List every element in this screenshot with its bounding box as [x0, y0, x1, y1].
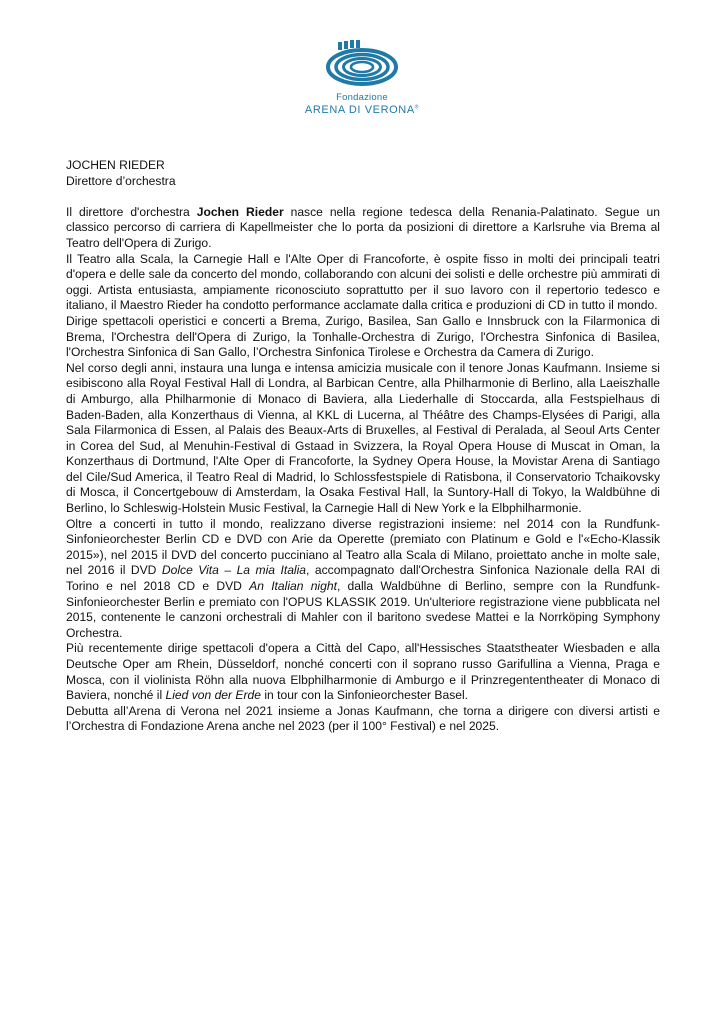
paragraph-3: Dirige spettacoli operistici e concerti a Brema, Zurigo, Basilea, San Gallo e Innsbruck con la Filarmonica di Brema, l'Orchestra dell'Opera di Zurigo, la Tonhalle-Orchestra di Zurigo, l'Orchestra Sinfonica di Basilea, l'Orchestra Sinfonica di San Gallo, l’Orchestra Sinfonica Tirolese e Orchestra da Camera di Zurigo. — [66, 313, 660, 360]
org-line2 — [0, 104, 724, 116]
document-body — [66, 158, 660, 735]
arena-rings-logo-icon — [324, 40, 400, 88]
paragraph-2: Il Teatro alla Scala, la Carnegie Hall e l'Alte Oper di Francoforte, è ospite fisso in molti dei principali teatri d'opera e delle sale da concerto del mondo, collaborando con alcuni dei solisti e delle orchestre più ammirati di oggi. Artista entusiasta, ampiamente riconosciuto soprattutto per il suo lavoro con il repertorio tedesco e italiano, il Maestro Rieder ha condotto performance acclamate dalla critica e produzioni di CD in tutto il mondo. — [66, 251, 660, 313]
trademark-mark: ® — [414, 104, 420, 111]
header-logo — [0, 40, 724, 116]
org-name: ARENA DI VERONA — [304, 104, 415, 116]
biography — [66, 205, 660, 735]
p6-italic-title: Lied von der Erde — [165, 688, 261, 703]
person-role: Direttore d’orchestra — [66, 173, 176, 188]
org-line1: Fondazione — [336, 92, 388, 103]
p5-italic-title-2: An Italian night — [249, 579, 337, 594]
p6-text-b: in tour con la Sinfonieorchester Basel. — [260, 688, 469, 703]
person-name: JOCHEN RIEDER — [66, 158, 165, 172]
paragraph-4: Nel corso degli anni, instaura una lunga e intensa amicizia musicale con il tenore Jonas Kaufmann. Insieme si esibiscono alla Royal Festival Hall di Londra, al Barbican Centre, alla Philharmonie di Berlino, alla Laeiszhalle di Amburgo, alla Philharmonie di Monaco di Baviera, alla Liederhalle di Stoccarda, alla Festspielhaus di Baden-Baden, alla Konzerthaus di Vienna, al KKL di Lucerna, al Théâtre des Champs-Elysées di Parigi, alla Sala Filarmonica di Essen, al Palais des Beaux-Arts di Bruxelles, al Festival di Peralada, al Seoul Arts Center in Corea del Sud, al Menuhin-Festival di Gstaad in Svizzera, la Royal Opera House di Muscat in Oman, la Konzerthaus di Dortmund, l'Alte Oper di Francoforte, la Sydney Opera House, la Movistar Arena di Santiago del Cile/Sud America, il Teatro Real di Madrid, lo Schlossfestspiele di Ratisbona, il Conservatorio Tchaikovsky di Mosca, il Concertgebouw di Amsterdam, la Osaka Festival Hall, la Suntory-Hall di Tokyo, la Waldbühne di Berlino, lo Schleswig-Holstein Music Festival, la Carnegie Hall di New York e la Elbphilharmonie. — [66, 360, 660, 516]
paragraph-6 — [66, 641, 660, 703]
p1-text-a: Il direttore d'orchestra — [66, 204, 197, 219]
p1-text-b: nasce nella regione tedesca della Renania-Palatinato. Segue un classico percorso di carriera di Kapellmeister che lo porta da posizioni di direttore a Karlsruhe via Brema al Teatro dell'Opera di Zurigo. — [66, 204, 660, 250]
p5-text-b: , accompagnato dall'Orchestra Sinfonica Nazionale della RAI di Torino e nel 2018 CD e DVD — [66, 563, 660, 594]
paragraph-5 — [66, 517, 660, 642]
paragraph-1 — [66, 205, 660, 252]
p1-bold-name: Jochen Rieder — [196, 204, 284, 219]
p5-italic-title-1: Dolce Vita – La mia Italia — [161, 563, 307, 578]
paragraph-7: Debutta all’Arena di Verona nel 2021 insieme a Jonas Kaufmann, che torna a dirigere con diversi artisti e l’Orchestra di Fondazione Arena anche nel 2023 (per il 100° Festival) e nel 2025. — [66, 703, 660, 734]
p5-text-c: , dalla Waldbühne di Berlino, sempre con la Rundfunk-Sinfonieorchester Berlin e premiato con l'OPUS KLASSIK 2019. Un'ulteriore registrazione viene pubblicata nel 2015, contenente le canzoni orchestrali di Mahler con il baritono svedese Mattei e la Norrköping Symphony Orchestra. — [66, 579, 660, 640]
p6-text-a: Più recentemente dirige spettacoli d'opera a Città del Capo, all'Hessisches Staatstheater Wiesbaden e alla Deutsche Oper am Rhein, Düsseldorf, nonché concerti con il soprano russo Garifullina a Vienna, Praga e Mosca, con il violinista Röhn alla nuova Elbphilharmonie di Amburgo e il Prinzregententheater di Monaco di Baviera, nonché il — [66, 641, 660, 703]
p5-text-a: Oltre a concerti in tutto il mondo, realizzano diverse registrazioni insieme: nel 2014 con la Rundfunk-Sinfonieorchester Berlin CD e DVD con Arie da Operette (premiato con Platinum e Gold e l'«Echo-Klassik 2015»), nel 2015 il DVD del concerto pucciniano al Teatro alla Scala di Milano, proiettato anche in molte sale, nel 2016 il DVD — [66, 516, 660, 578]
